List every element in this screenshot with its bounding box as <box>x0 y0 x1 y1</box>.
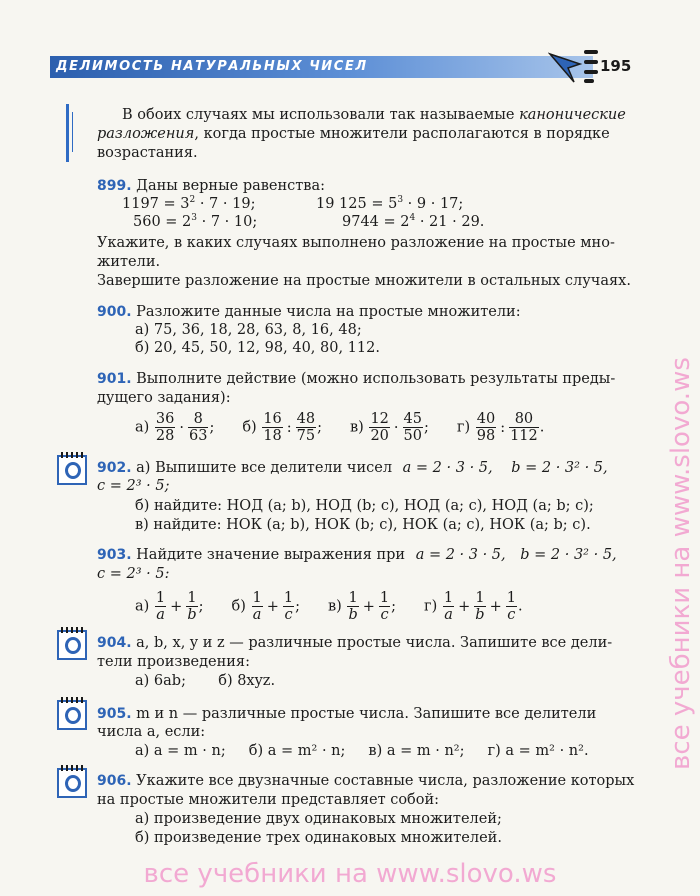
problem-905-text-3: а) a = m · n; б) a = m² · n; в) a = m · n²; г) a = m² · n². <box>135 743 589 759</box>
problem-905-title: 905. m и n — различные простые числа. Запишите все делители <box>97 706 597 722</box>
intro-accent-bar <box>66 104 69 162</box>
punctuation: ; <box>295 598 301 615</box>
item-label: а) <box>135 598 154 615</box>
problem-906-text-4: б) произведение трех одинаковых множителей. <box>135 830 502 846</box>
problem-number: 903. <box>97 547 132 563</box>
problem-902-text-2: c = 2³ · 5; <box>97 478 170 494</box>
fraction: $\frac{1}{c}$ <box>506 590 516 623</box>
problem-number: 901. <box>97 371 132 387</box>
watermark-bottom: все учебники на www.slovo.ws <box>143 859 557 889</box>
fraction: $\frac{36}{28}$ <box>155 411 175 444</box>
operator: : <box>500 419 506 436</box>
problem-899-eq-4: $9744 = 2^4 \cdot 21 \cdot 29$. <box>342 213 485 230</box>
problem-904-text-3: а) 6ab; б) 8xyz. <box>135 673 276 689</box>
fraction: $\frac{1}{b}$ <box>187 590 197 623</box>
problem-902-text-4: в) найдите: НОК (a; b), НОК (b; c), НОК (a; c), НОК (a; b; c). <box>135 517 591 533</box>
problem-906-title: 906. Укажите все двузначные составные числа, разложение которых <box>97 773 635 789</box>
operator: + <box>266 598 279 615</box>
operator: · <box>393 419 399 436</box>
notebook-icon <box>57 630 87 660</box>
problem-899-eq-3: $560 = 2^3 \cdot 7 \cdot 10$; <box>133 213 258 230</box>
punctuation: ; <box>198 598 204 615</box>
problem-902-title: 902. а) Выпишите все делители чисел a = 2 · 3 · 5, b = 2 · 3² · 5, <box>97 460 608 476</box>
notebook-icon <box>57 455 87 485</box>
problem-number: 900. <box>97 304 132 320</box>
fraction: $\frac{1}{b}$ <box>348 590 358 623</box>
fraction: $\frac{1}{c}$ <box>283 590 294 623</box>
item-label: б) <box>231 598 251 615</box>
punctuation: . <box>539 419 545 436</box>
problem-902-text-3: б) найдите: НОД (a; b), НОД (b; c), НОД (a; c), НОД (a; b; c); <box>135 498 594 514</box>
problem-906-text-2: на простые множители представляет собой: <box>97 792 440 808</box>
problem-901-text-2: дущего задания): <box>97 390 231 406</box>
header-title: ДЕЛИМОСТЬ НАТУРАЛЬНЫХ ЧИСЕЛ <box>56 59 368 74</box>
fraction: $\frac{48}{75}$ <box>296 411 316 444</box>
punctuation: ; <box>209 419 215 436</box>
operator: : <box>286 419 292 436</box>
problem-899-eq-2: 19 $125 = 5^3 \cdot 9 \cdot 17$; <box>316 195 464 212</box>
fraction: $\frac{40}{98}$ <box>476 411 496 444</box>
item-label: г) <box>424 598 442 615</box>
watermark-side: все учебники на www.slovo.ws <box>666 357 696 770</box>
intro-accent-bar-thin <box>72 112 73 152</box>
problem-number: 905. <box>97 706 132 722</box>
punctuation: ; <box>391 598 397 615</box>
fraction: $\frac{1}{b}$ <box>475 590 485 623</box>
spiral-icon <box>584 48 598 82</box>
operator: + <box>458 598 471 615</box>
arrow-icon <box>548 50 584 86</box>
fraction: $\frac{16}{18}$ <box>263 411 282 444</box>
fraction: $\frac{8}{63}$ <box>188 411 208 444</box>
fraction: $\frac{12}{20}$ <box>370 411 389 444</box>
item-label: б) <box>242 419 262 436</box>
punctuation: ; <box>423 419 429 436</box>
problem-900-b: б) 20, 45, 50, 12, 98, 40, 80, 112. <box>135 340 380 356</box>
problem-899-eq-1: $1197 = 3^2 \cdot 7 \cdot 19$; <box>122 195 256 212</box>
problem-904-title: 904. a, b, x, y и z — различные простые числа. Запишите все дели- <box>97 635 613 651</box>
problem-905-text-2: числа a, если: <box>97 724 206 740</box>
problem-906-text-3: а) произведение двух одинаковых множителей; <box>135 811 502 827</box>
fraction: $\frac{1}{a}$ <box>155 590 166 623</box>
problem-901-fractions <box>135 411 544 444</box>
problem-903-text-2: c = 2³ · 5: <box>97 566 170 582</box>
operator: + <box>170 598 183 615</box>
problem-901-title: 901. Выполните действие (можно использовать результаты преды- <box>97 371 616 387</box>
notebook-icon <box>57 700 87 730</box>
problem-number: 899. <box>97 178 132 194</box>
item-label: в) <box>350 419 369 436</box>
problem-899-title: 899. Даны верные равенства: <box>97 178 325 194</box>
fraction: $\frac{80}{112}$ <box>510 411 538 444</box>
problem-903-fractions <box>135 590 523 623</box>
problem-903-title: 903. Найдите значение выражения при a = 2 · 3 · 5, b = 2 · 3² · 5, <box>97 547 617 563</box>
fraction: $\frac{45}{50}$ <box>403 411 422 444</box>
fraction: $\frac{1}{a}$ <box>252 590 262 623</box>
item-label: в) <box>328 598 347 615</box>
intro-line-1: В обоих случаях мы использовали так называемые канонические <box>122 107 626 123</box>
problem-899-text-5: Завершите разложение на простые множители в остальных случаях. <box>97 273 631 289</box>
problem-899-text-4: жители. <box>97 254 161 270</box>
problem-number: 904. <box>97 635 132 651</box>
problem-899-text-3: Укажите, в каких случаях выполнено разложение на простые мно- <box>97 235 615 251</box>
problem-900-title: 900. Разложите данные числа на простые множители: <box>97 304 521 320</box>
operator: + <box>489 598 502 615</box>
intro-line-3: возрастания. <box>97 145 198 161</box>
page-number: 195 <box>600 57 632 75</box>
operator: · <box>179 419 184 436</box>
problem-number: 906. <box>97 773 132 789</box>
punctuation: . <box>517 598 523 615</box>
operator: + <box>362 598 375 615</box>
problem-900-a: а) 75, 36, 18, 28, 63, 8, 16, 48; <box>135 322 362 338</box>
fraction: $\frac{1}{c}$ <box>379 590 390 623</box>
fraction: $\frac{1}{a}$ <box>443 590 454 623</box>
problem-904-text-2: тели произведения: <box>97 654 250 670</box>
intro-line-2: разложения, когда простые множители располагаются в порядке <box>97 126 610 142</box>
notebook-icon <box>57 768 87 798</box>
problem-number: 902. <box>97 460 132 476</box>
item-label: а) <box>135 419 154 436</box>
punctuation: ; <box>317 419 323 436</box>
item-label: г) <box>456 419 475 436</box>
